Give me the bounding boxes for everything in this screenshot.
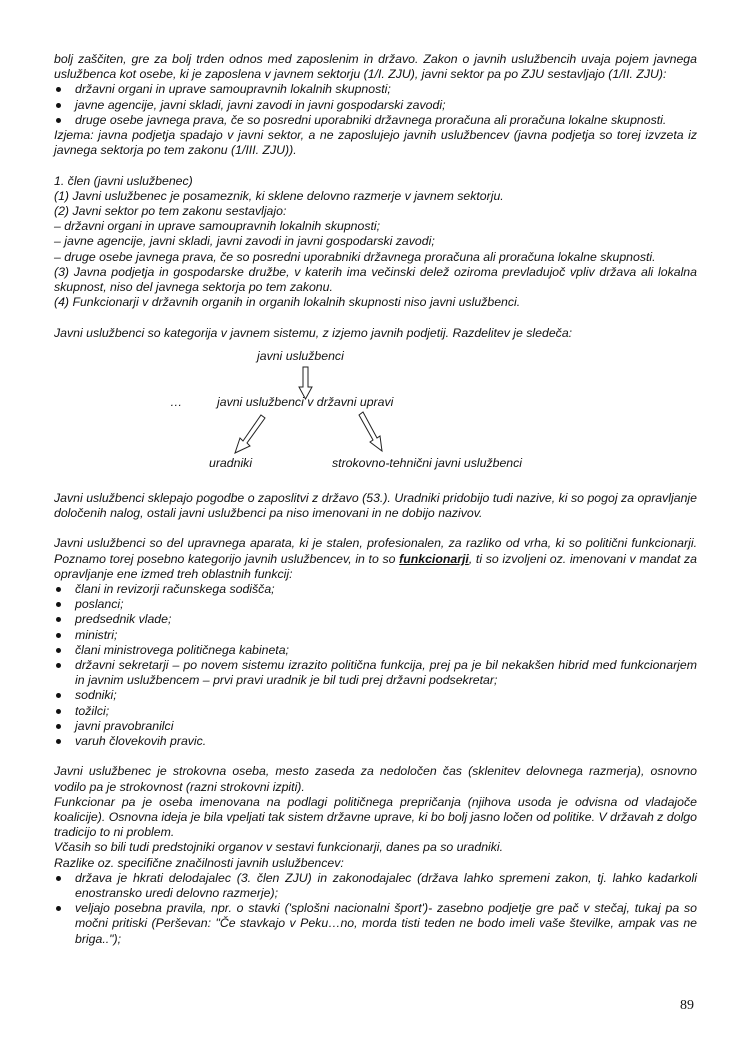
exception-paragraph: Izjema: javna podjetja spadajo v javni sektor, a ne zaposlujejo javnih uslužbencev (javna podjetja so torej izvzeta iz javnega sektorja po tem zakonu (1/III. ZJU)). bbox=[54, 128, 697, 158]
closing-section bbox=[54, 764, 697, 946]
public-sector-list bbox=[54, 82, 697, 128]
list-item: sodniki; bbox=[54, 688, 697, 703]
spacer bbox=[54, 310, 697, 325]
intro-paragraph: bolj zaščiten, gre za bolj trden odnos med zaposlenim in državo. Zakon o javnih uslužbencih uvaja pojem javnega uslužbenca kot osebe, ki je zaposlena v javnem sektorju (1/I. ZJU), javni sektor pa po ZJU sestavljajo (1/II. ZJU): bbox=[54, 52, 697, 82]
diagram-node-right: strokovno-tehnični javni uslužbenci bbox=[332, 455, 523, 470]
article-line: – javne agencije, javni skladi, javni zavodi in javni gospodarski zavodi; bbox=[54, 234, 435, 249]
officials-list bbox=[54, 582, 697, 749]
differences-list bbox=[54, 871, 697, 947]
article-line: (2) Javni sektor po tem zakonu sestavljajo: bbox=[54, 204, 287, 219]
article-line: (4) Funkcionarji v državnih organih in organih lokalnih skupnosti niso javni uslužbenci. bbox=[54, 295, 521, 310]
officials-text-before: Javni uslužbenci so del upravnega aparata, ki je stalen, profesionalen, za razliko od vrha, ki so politični funkcionarji. Poznamo torej posebno kategorijo javnih uslužbencev, in to so bbox=[54, 536, 697, 566]
list-item: javne agencije, javni skladi, javni zavodi in javni gospodarski zavodi; bbox=[54, 98, 697, 113]
list-item: poslanci; bbox=[54, 597, 697, 612]
arrow-down-right-icon bbox=[359, 412, 382, 451]
division-intro: Javni uslužbenci so kategorija v javnem sistemu, z izjemo javnih podjetij. Razdelitev je sledeča: bbox=[54, 325, 573, 340]
arrow-down-left-icon bbox=[235, 415, 265, 453]
article-line: – državni organi in uprave samoupravnih lokalnih skupnosti; bbox=[54, 219, 381, 234]
spacer bbox=[54, 749, 697, 764]
list-item: varuh človekovih pravic. bbox=[54, 734, 697, 749]
list-item: državni organi in uprave samoupravnih lokalnih skupnosti; bbox=[54, 82, 697, 97]
document-page bbox=[54, 52, 697, 947]
list-item: veljajo posebna pravila, npr. o stavki ('splošni nacionalni šport')- zasebno podjetje gre pač v stečaj, tukaj pa so močni pritiski (Perševan: "Če stavkajo v Peku…no, morda tisti teden ne bodo imeli vaše številke, ampak vas ne briga.."); bbox=[54, 901, 697, 947]
page-number: 89 bbox=[680, 998, 694, 1013]
spacer bbox=[54, 521, 697, 536]
officials-paragraph bbox=[54, 536, 697, 582]
diagram-ellipsis: … bbox=[170, 394, 183, 409]
closing-paragraph: Razlike oz. specifične značilnosti javnih uslužbencev: bbox=[54, 855, 344, 870]
list-item: ministri; bbox=[54, 628, 697, 643]
officials-text-after: , ti so izvoljeni oz. imenovani v mandat za opravljanje ene izmed treh oblastnih funkcij: bbox=[54, 551, 698, 581]
list-item: člani ministrovega političnega kabineta; bbox=[54, 643, 697, 658]
diagram-node-left: uradniki bbox=[209, 455, 253, 470]
contracts-paragraph: Javni uslužbenci sklepajo pogodbe o zaposlitvi z državo (53.). Uradniki pridobijo tudi nazive, ki so pogoj za opravljanje določenih nalog, ostali javni uslužbenci pa niso imenovani in ne dobijo nazivov. bbox=[54, 490, 697, 521]
article-line: (1) Javni uslužbenec je posameznik, ki sklene delovno razmerje v javnem sektorju. bbox=[54, 188, 504, 203]
article-heading: 1. člen (javni uslužbenec) bbox=[54, 173, 193, 188]
article-line: (3) Javna podjetja in gospodarske družbe, v katerih ima večinski delež oziroma prevladujoč vpliv država ali lokalna skupnost, niso del javnega sektorja po tem zakonu. bbox=[54, 264, 697, 295]
diagram-node-top: javni uslužbenci bbox=[257, 348, 344, 363]
officials-emphasis: funkcionarji bbox=[399, 551, 469, 566]
list-item: člani in revizorji računskega sodišča; bbox=[54, 582, 697, 597]
closing-paragraph: Javni uslužbenec je strokovna oseba, mesto zaseda za nedoločen čas (sklenitev delovnega razmerja), osnovno vodilo pa je strokovnost (razni strokovni izpiti). bbox=[54, 764, 697, 794]
article-section bbox=[54, 174, 697, 311]
closing-paragraph: Včasih so bili tudi predstojniki organov v sestavi funkcionarji, danes pa so uradniki. bbox=[54, 840, 504, 855]
list-item: javni pravobranilci bbox=[54, 719, 697, 734]
closing-paragraph: Funkcionar pa je oseba imenovana na podlagi političnega prepričanja (njihova usoda je odvisna od vladajoče koalicije). Osnovna ideja je bila vpeljati tak sistem državne uprave, ki bo bolj jasno ločen od politike. V državah z dolgo tradicijo to ni problem. bbox=[54, 794, 697, 840]
list-item: druge osebe javnega prava, če so posredni uporabniki državnega proračuna ali proračuna lokalne skupnosti. bbox=[54, 113, 697, 128]
list-item: državni sekretarji – po novem sistemu izrazito politična funkcija, prej pa je bil nekakšen hibrid med funkcionarjem in javnim uslužbencem – prvi pravi uradnik je bil tudi prej državni podsekretar; bbox=[54, 658, 697, 688]
intro-section bbox=[54, 52, 697, 158]
hierarchy-diagram bbox=[54, 349, 697, 489]
diagram-node-middle: javni uslužbenci v državni upravi bbox=[217, 394, 394, 409]
list-item: tožilci; bbox=[54, 704, 697, 719]
division-section bbox=[54, 326, 697, 489]
officials-section bbox=[54, 536, 697, 749]
article-line: – druge osebe javnega prava, če so posredni uporabniki državnega proračuna ali proračuna lokalne skupnosti. bbox=[54, 249, 656, 264]
spacer bbox=[54, 158, 697, 173]
list-item: predsednik vlade; bbox=[54, 612, 697, 627]
list-item: država je hkrati delodajalec (3. člen ZJU) in zakonodajalec (država lahko spremeni zakon, tj. lahko kadarkoli enostransko uredi delovno razmerje); bbox=[54, 871, 697, 901]
